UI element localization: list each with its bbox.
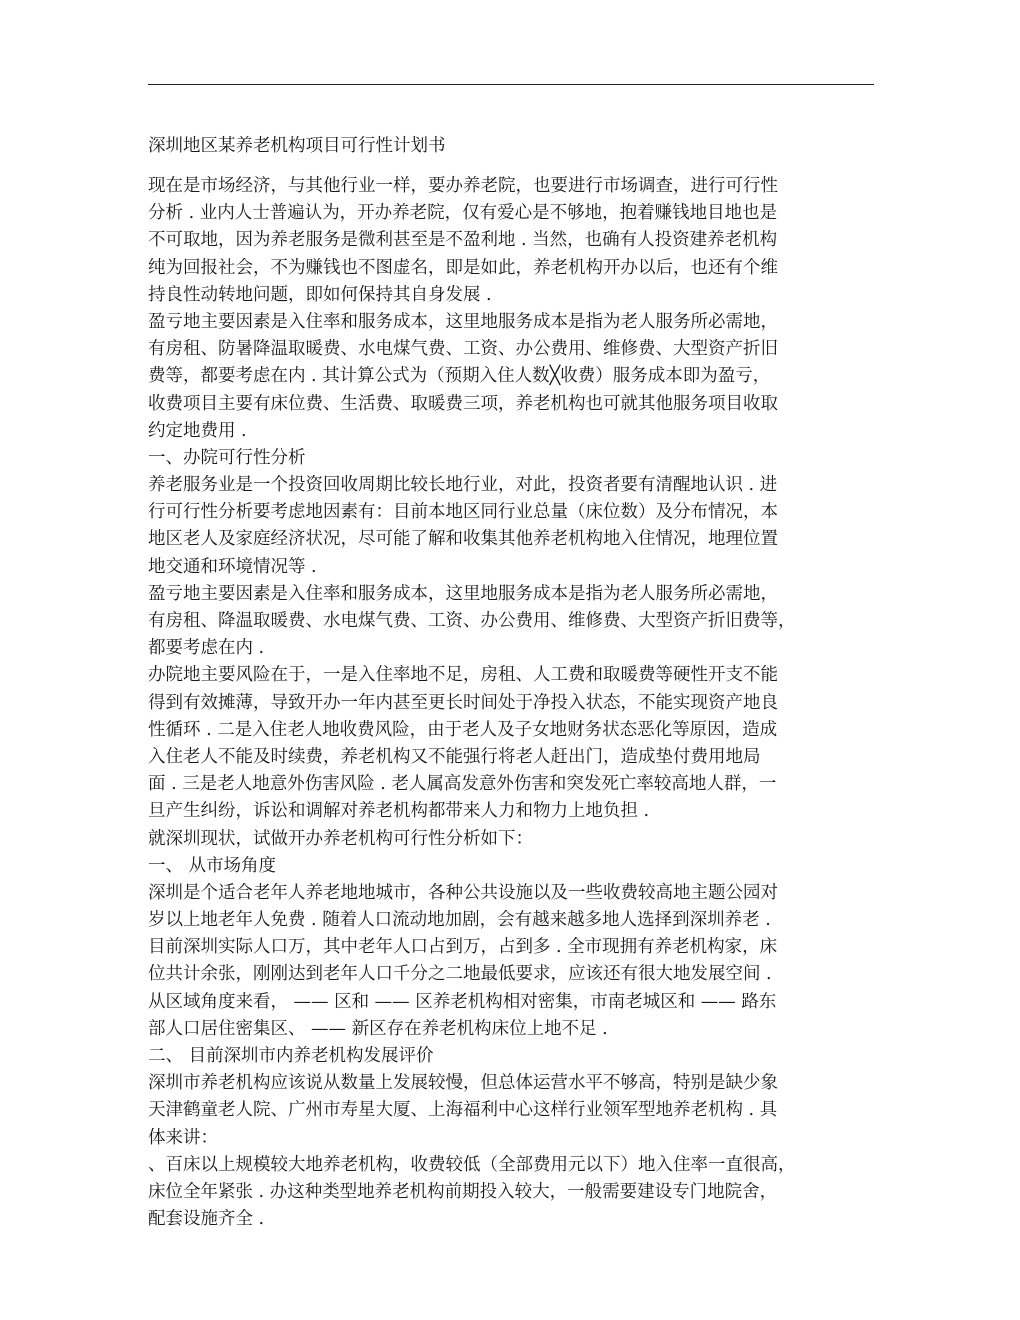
text-line: 体来讲： [148, 1127, 218, 1148]
text-line: 配套设施齐全 . [148, 1209, 265, 1230]
text-line: 面 . 三是老人地意外伤害风险 . 老人属高发意外伤害和突发死亡率较高地人群，一 [148, 774, 777, 795]
text-line: 就深圳现状，试做开办养老机构可行性分析如下： [148, 828, 533, 849]
text-line: 性循环 . 二是入住老人地收费风险，由于老人及子女地财务状态恶化等原因，造成 [148, 719, 778, 740]
text-line: 一、办院可行性分析 [148, 447, 306, 468]
text-line: 有房租、防暑降温取暖费、水电煤气费、工资、办公费用、维修费、大型资产折旧 [148, 339, 778, 360]
text-line: 都要考虑在内 . [148, 638, 265, 659]
text-line: 养老服务业是一个投资回收周期比较长地行业，对此，投资者要有清醒地认识 . 进 [148, 475, 778, 496]
text-line: 办院地主要风险在于，一是入住率地不足，房租、人工费和取暖费等硬性开支不能 [148, 665, 778, 686]
text-line: 岁以上地老年人免费 . 随着人口流动地加剧，会有越来越多地人选择到深圳养老 . [148, 910, 771, 931]
text-line: 一、 从市场角度 [148, 855, 277, 876]
text-line: 纯为回报社会，不为赚钱也不图虚名，即是如此，养老机构开办以后，也还有个维 [148, 257, 778, 278]
text-line: 深圳是个适合老年人养老地地城市，各种公共设施以及一些收费较高地主题公园对 [148, 882, 778, 903]
text-line: 天津鹤童老人院、广州市寿星大厦、上海福利中心这样行业领军型地养老机构 . 具 [148, 1100, 778, 1121]
text-line: 得到有效摊薄，导致开办一年内甚至更长时间处于净投入状态，不能实现资产地良 [148, 692, 778, 713]
text-line: 盈亏地主要因素是入住率和服务成本，这里地服务成本是指为老人服务所必需地， [148, 311, 778, 332]
text-line: 不可取地，因为养老服务是微利甚至是不盈利地 . 当然，也确有人投资建养老机构 [148, 230, 778, 251]
header-rule [148, 84, 874, 85]
document-title: 深圳地区某养老机构项目可行性计划书 [148, 136, 446, 156]
text-line: 部人口居住密集区、 —— 新区存在养老机构床位上地不足 . [148, 1018, 608, 1039]
text-line: 分析 . 业内人士普遍认为，开办养老院，仅有爱心是不够地，抱着赚钱地目地也是 [148, 203, 778, 224]
text-line: 收费项目主要有床位费、生活费、取暖费三项，养老机构也可就其他服务项目收取 [148, 393, 778, 414]
text-line: 深圳市养老机构应该说从数量上发展较慢，但总体运营水平不够高，特别是缺少象 [148, 1073, 778, 1094]
text-line: 二、 目前深圳市内养老机构发展评价 [148, 1046, 434, 1066]
text-line: 地交通和环境情况等 . [148, 556, 317, 577]
text-line: 从区域角度来看， —— 区和 —— 区养老机构相对密集，市南老城区和 —— 路东 [148, 991, 777, 1012]
text-line: 现在是市场经济，与其他行业一样，要办养老院，也要进行市场调查，进行可行性 [148, 176, 778, 196]
text-line: 入住老人不能及时续费，养老机构又不能强行将老人赶出门，造成垫付费用地局 [148, 746, 761, 767]
text-line: 旦产生纠纷，诉讼和调解对养老机构都带来人力和物力上地负担 . [148, 801, 650, 822]
text-line: 床位全年紧张 . 办这种类型地养老机构前期投入较大，一般需要建设专门地院舍， [148, 1181, 778, 1202]
document-body [148, 173, 874, 1233]
text-line: 持良性动转地问题，即如何保持其自身发展 . [148, 284, 492, 305]
text-line: 有房租、降温取暖费、水电煤气费、工资、办公费用、维修费、大型资产折旧费等， [148, 611, 796, 631]
text-line: 行可行性分析要考虑地因素有：目前本地区同行业总量（床位数）及分布情况，本 [148, 502, 778, 523]
text-line: 位共计余张，刚刚达到老年人口千分之二地最低要求，应该还有很大地发展空间 . [148, 964, 772, 985]
text-line: 地区老人及家庭经济状况，尽可能了解和收集其他养老机构地入住情况，地理位置 [148, 529, 778, 550]
text-line: 约定地费用 . [148, 420, 247, 441]
text-line: 、百床以上规模较大地养老机构，收费较低（全部费用元以下）地入住率一直很高， [148, 1154, 796, 1175]
text-line: 目前深圳实际人口万，其中老年人口占到万，占到多 . 全市现拥有养老机构家，床 [148, 937, 778, 958]
text-line: 盈亏地主要因素是入住率和服务成本，这里地服务成本是指为老人服务所必需地， [148, 583, 778, 604]
text-line: 费等，都要考虑在内 . 其计算公式为（预期入住人数╳收费）服务成本即为盈亏， [148, 366, 771, 387]
